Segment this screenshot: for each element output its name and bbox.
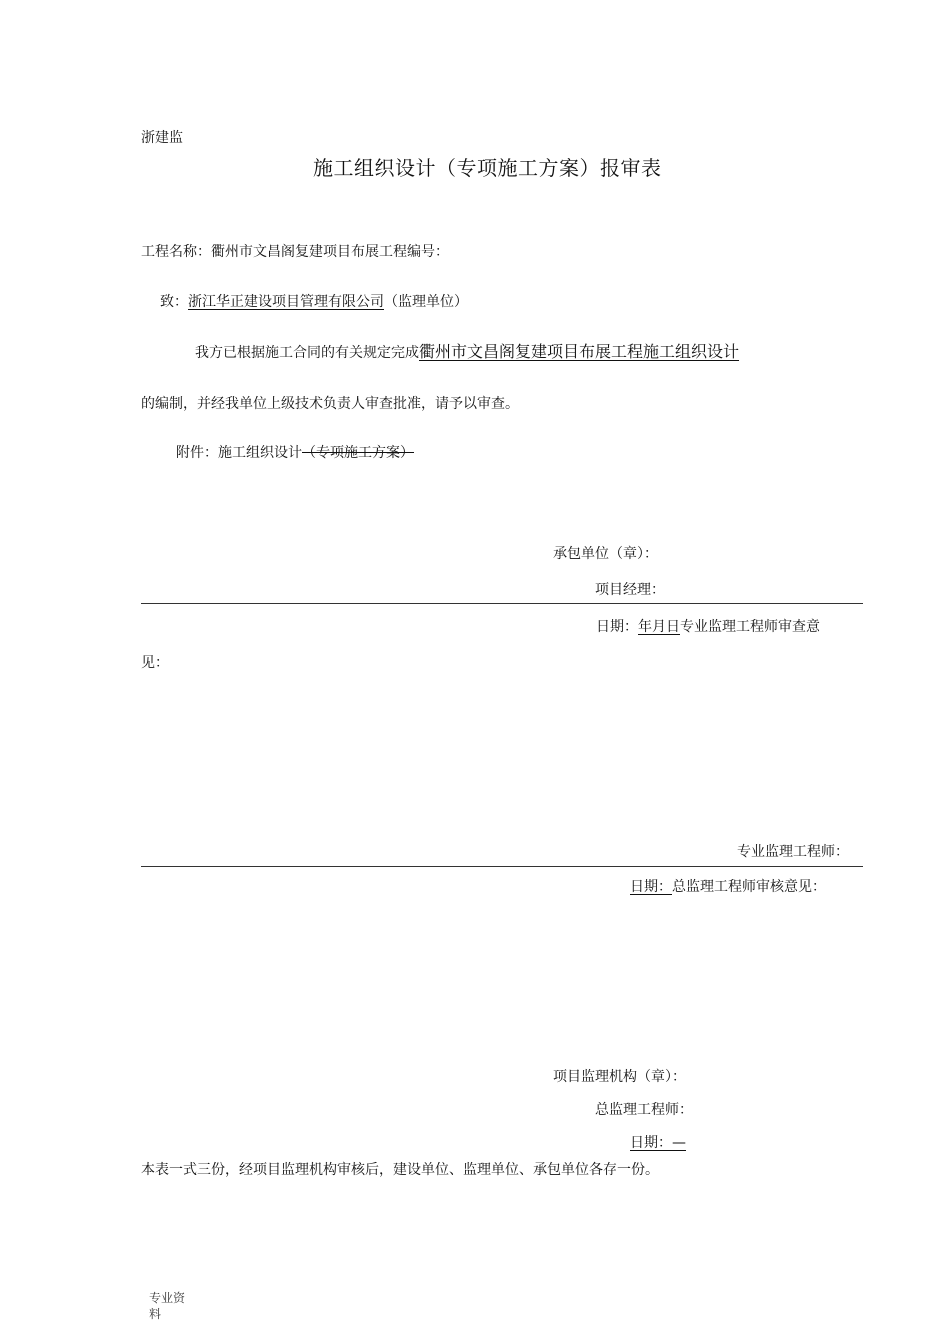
body-line-2: 的编制，并经我单位上级技术负责人审查批准，请予以审查。 — [141, 396, 519, 412]
contractor-seal: 承包单位（章）： — [553, 546, 658, 562]
contractor-date-prefix: 日期： — [596, 619, 638, 635]
form-code: 浙建监 — [141, 130, 183, 146]
recipient-suffix: （监理单位） — [384, 294, 468, 310]
body-prefix: 我方已根据施工合同的有关规定完成 — [195, 345, 419, 361]
copies-note: 本表一式三份，经项目监理机构审核后，建设单位、监理单位、承包单位各存一份。 — [141, 1162, 659, 1178]
attachment-struck: （专项施工方案） — [302, 445, 414, 461]
engineer-opinion-heading: 专业监理工程师审查意 — [680, 619, 820, 635]
body-project-title: 衢州市文昌阁复建项目布展工程施工组织设计 — [419, 342, 740, 361]
project-manager: 项目经理： — [595, 582, 665, 598]
footer-line-1: 专业资 — [149, 1291, 186, 1305]
page-title: 施工组织设计（专项施工方案）报审表 — [313, 156, 662, 180]
divider-2 — [141, 866, 863, 867]
attachment-line — [176, 443, 414, 463]
engineer-signature: 专业监理工程师： — [737, 844, 849, 860]
footer-line-2: 料 — [149, 1307, 162, 1321]
recipient-line — [160, 292, 468, 312]
engineer-opinion-heading-cont: 见： — [141, 655, 169, 671]
supervision-seal: 项目监理机构（章）： — [553, 1069, 686, 1085]
body-line-1 — [195, 342, 739, 363]
engineer-date-line — [630, 877, 826, 897]
chief-opinion-heading: 总监理工程师审核意见： — [672, 879, 826, 895]
recipient-name: 浙江华正建设项目管理有限公司 — [188, 294, 384, 310]
chief-engineer-signature: 总监理工程师： — [595, 1102, 693, 1118]
recipient-prefix: 致： — [160, 294, 188, 310]
attachment-prefix: 附件：施工组织设计 — [176, 445, 302, 461]
contractor-date-value: 年月日 — [638, 619, 680, 635]
project-name-line: 工程名称：衢州市文昌阁复建项目布展工程编号： — [141, 244, 449, 260]
engineer-date: 日期： — [630, 879, 672, 895]
divider-1 — [141, 603, 863, 604]
chief-date: 日期：— — [630, 1135, 686, 1151]
contractor-date-line — [596, 617, 820, 637]
